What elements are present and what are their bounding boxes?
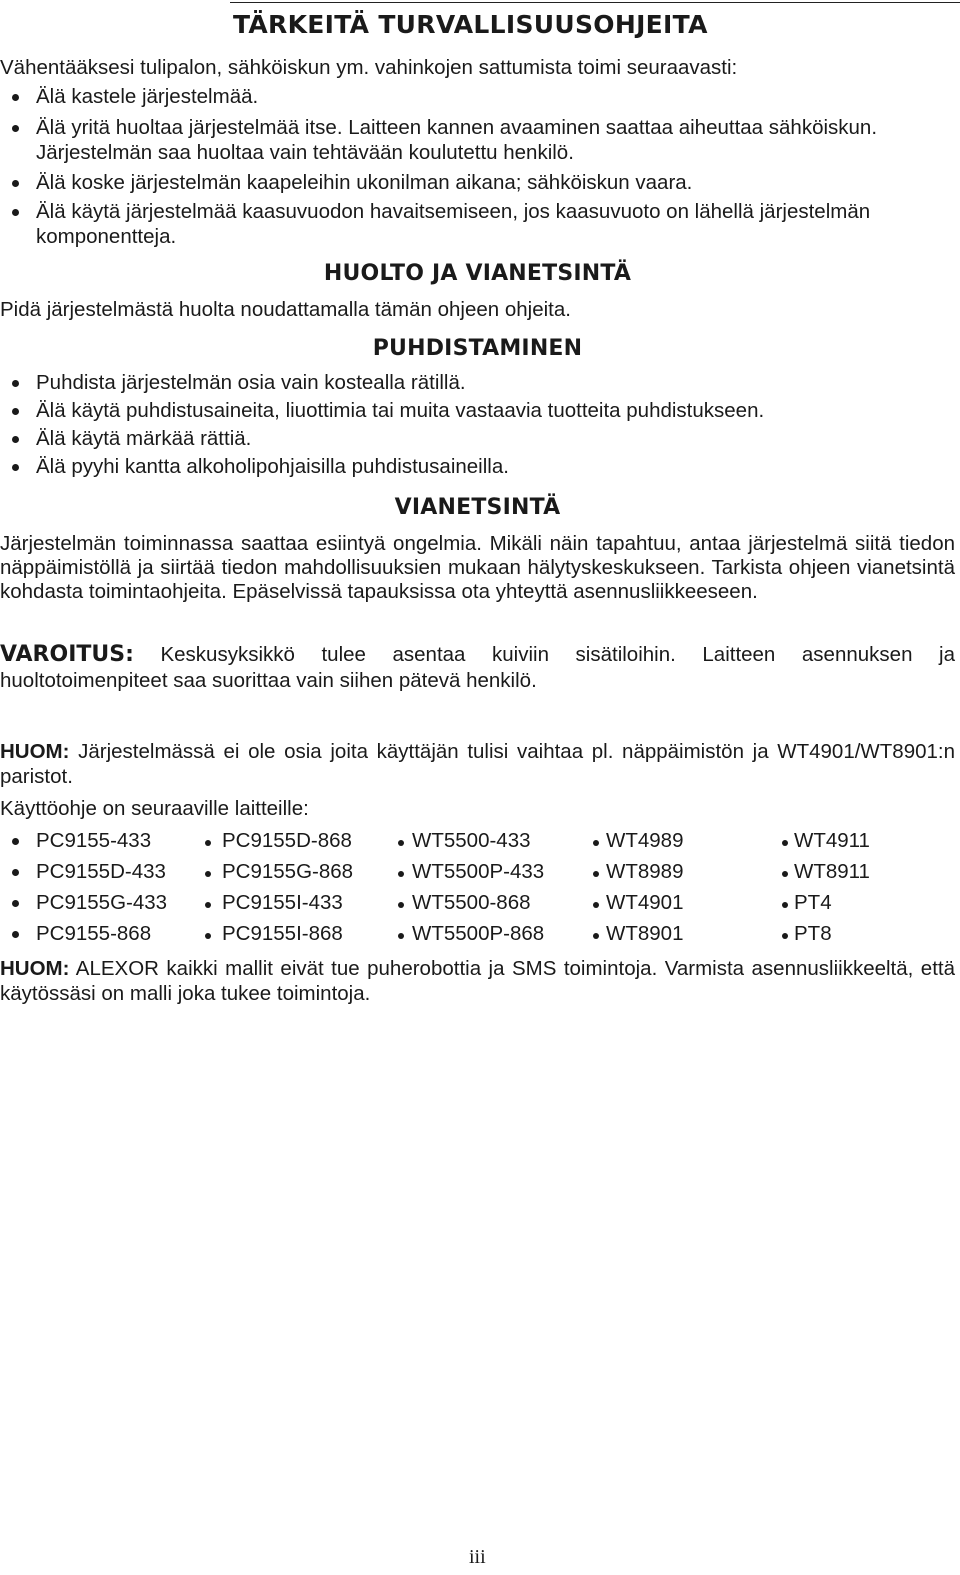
bullet-dot <box>12 931 19 938</box>
bullet-dot <box>12 900 19 907</box>
bullet-dot <box>782 933 788 939</box>
bullet-dot <box>12 125 19 132</box>
warning-paragraph <box>0 642 955 694</box>
device-item: PT4 <box>794 891 832 914</box>
bullet-dot <box>593 871 599 877</box>
bullet-dot <box>12 869 19 876</box>
bullet-dot <box>12 408 19 415</box>
bullet-dot <box>782 902 788 908</box>
vianetsinta-text: Järjestelmän toiminnassa saattaa esiintyä ongelmia. Mikäli näin tapahtuu, antaa järjestelmä siitä tiedon näppäimistöllä ja siirtää tiedon mahdollisuuksien mukaan hälytyskeskukseen. Tarkista ohjeen vianetsintä kohdasta toimintaohjeita. Epäselvissä tapauksissa ota yhteyttä asennusliikkeeseen. <box>0 532 955 603</box>
safety-item-continuation: Järjestelmän saa huoltaa vain tehtävään koulutettu henkilö. <box>36 141 574 164</box>
device-item: PC9155G-868 <box>222 860 354 883</box>
device-item: WT8901 <box>606 922 684 945</box>
bullet-dot <box>398 840 404 846</box>
page-number: iii <box>469 1546 486 1568</box>
device-item: WT4911 <box>794 829 870 852</box>
cleaning-item: Puhdista järjestelmän osia vain kostealla rätillä. <box>36 371 466 394</box>
intro-text: Vähentääksesi tulipalon, sähköiskun ym. vahinkojen sattumista toimi seuraavasti: <box>0 56 738 79</box>
cleaning-item: Älä käytä märkää rättiä. <box>36 427 252 450</box>
device-item: PC9155I-433 <box>222 891 343 914</box>
note-paragraph-2 <box>0 956 955 1006</box>
cleaning-item: Älä käytä puhdistusaineita, liuottimia tai muita vastaavia tuotteita puhdistukseen. <box>36 399 765 422</box>
device-item: WT5500-868 <box>412 891 531 914</box>
safety-item-continuation: komponentteja. <box>36 225 177 248</box>
device-item: PC9155I-868 <box>222 922 343 945</box>
bullet-dot <box>12 209 19 216</box>
section-heading-vianetsinta: VIANETSINTÄ <box>394 495 561 520</box>
device-item: WT4989 <box>606 829 684 852</box>
device-item: WT4901 <box>606 891 684 914</box>
device-item: PT8 <box>794 922 832 945</box>
safety-item: Älä käytä järjestelmää kaasuvuodon havaitsemiseen, jos kaasuvuoto on lähellä järjestelmän <box>36 200 871 223</box>
warning-text: Keskusyksikkö tulee asentaa kuiviin sisätiloihin. Laitteen asennuksen ja huoltotoimenpiteet saa suorittaa vain siihen pätevä henkilö. <box>0 643 955 692</box>
bullet-dot <box>782 840 788 846</box>
bullet-dot <box>782 871 788 877</box>
bullet-dot <box>205 840 211 846</box>
note-text-2: ALEXOR kaikki mallit eivät tue puherobottia ja SMS toimintoja. Varmista asennusliikkeeltä, että käytössäsi on malli joka tukee toimintoja. <box>0 957 955 1005</box>
section-heading-puhdistaminen: PUHDISTAMINEN <box>372 336 583 361</box>
bullet-dot <box>205 902 211 908</box>
bullet-dot <box>398 933 404 939</box>
safety-item: Älä yritä huoltaa järjestelmää itse. Laitteen kannen avaaminen saattaa aiheuttaa sähköiskun. <box>36 116 878 139</box>
devices-intro: Käyttöohje on seuraaville laitteille: <box>0 797 309 820</box>
note-label: HUOM: <box>0 740 70 763</box>
top-rule <box>230 2 960 3</box>
bullet-dot <box>12 180 19 187</box>
cleaning-item: Älä pyyhi kantta alkoholipohjaisilla puhdistusaineilla. <box>36 455 509 478</box>
device-item: PC9155D-868 <box>222 829 352 852</box>
device-item: WT5500P-433 <box>412 860 545 883</box>
device-item: WT8911 <box>794 860 870 883</box>
page-title: TÄRKEITÄ TURVALLISUUSOHJEITA <box>233 10 708 39</box>
device-item: WT8989 <box>606 860 684 883</box>
safety-item: Älä kastele järjestelmää. <box>36 85 259 108</box>
bullet-dot <box>12 464 19 471</box>
bullet-dot <box>205 933 211 939</box>
note-text: Järjestelmässä ei ole osia joita käyttäjän tulisi vaihtaa pl. näppäimistön ja WT4901/WT8901:n paristot. <box>0 740 955 788</box>
section-heading-huolto: HUOLTO JA VIANETSINTÄ <box>323 261 632 286</box>
note-paragraph <box>0 739 955 789</box>
bullet-dot <box>12 838 19 845</box>
bullet-dot <box>593 840 599 846</box>
bullet-dot <box>593 933 599 939</box>
device-item: PC9155-868 <box>36 922 152 945</box>
bullet-dot <box>205 871 211 877</box>
safety-item: Älä koske järjestelmän kaapeleihin ukonilman aikana; sähköiskun vaara. <box>36 171 693 194</box>
bullet-dot <box>398 902 404 908</box>
huolto-text: Pidä järjestelmästä huolta noudattamalla tämän ohjeen ohjeita. <box>0 298 571 321</box>
bullet-dot <box>12 94 19 101</box>
bullet-dot <box>12 380 19 387</box>
device-item: PC9155-433 <box>36 829 152 852</box>
note-label-2: HUOM: <box>0 957 70 980</box>
warning-label: VAROITUS: <box>0 642 134 667</box>
device-item: WT5500-433 <box>412 829 531 852</box>
bullet-dot <box>12 436 19 443</box>
device-item: WT5500P-868 <box>412 922 545 945</box>
bullet-dot <box>593 902 599 908</box>
bullet-dot <box>398 871 404 877</box>
device-item: PC9155D-433 <box>36 860 166 883</box>
device-item: PC9155G-433 <box>36 891 168 914</box>
